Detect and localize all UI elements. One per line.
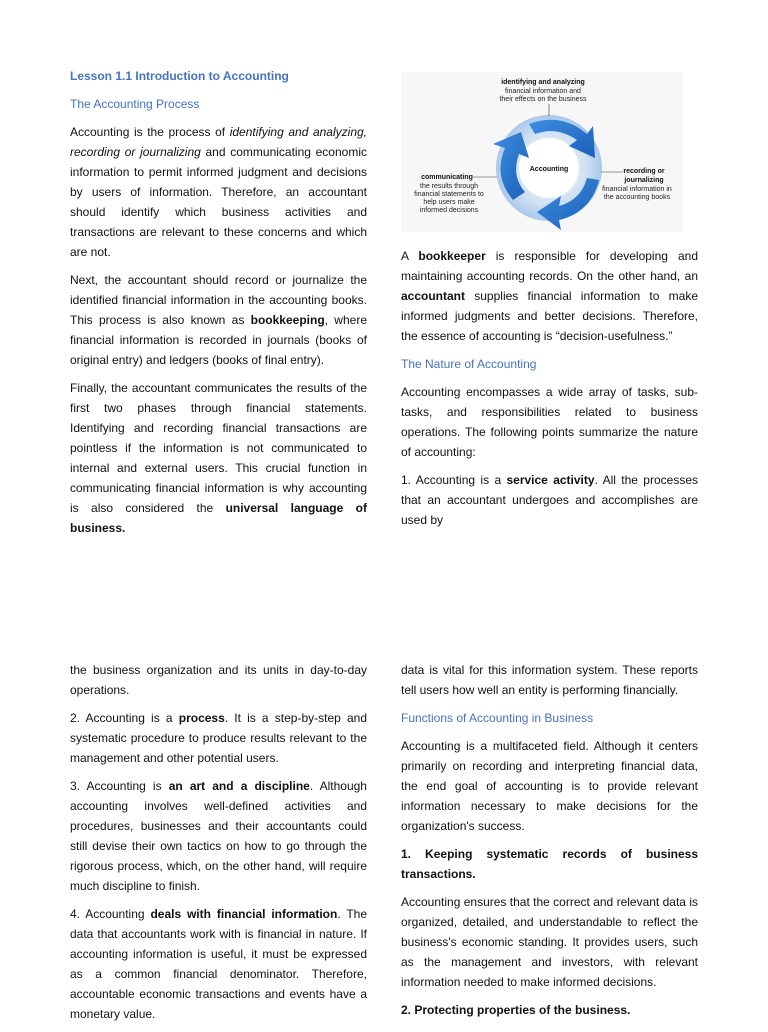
diagram-right-line-2: the accounting books xyxy=(603,194,671,201)
section-heading-nature-of-accounting: The Nature of Accounting xyxy=(401,357,537,371)
paragraph-process: 2. Accounting is a process. It is a step-by-step and systematic procedure to produce results relevant to the management and other potential users. xyxy=(70,711,367,765)
paragraph-art-discipline: 3. Accounting is an art and a discipline. Although accounting involves well-defined activities and procedures, businesses and their accountants could still devise their own tactics on how to go through the rigorous process, which, on the other hand, will require much discipline to finish. xyxy=(70,779,367,893)
diagram-right-line-1: financial information in xyxy=(602,186,672,193)
page2-right-column xyxy=(401,660,698,1028)
diagram-top-line-1: financial information and xyxy=(505,88,581,95)
page2-left-column xyxy=(70,660,367,1032)
diagram-left-line-4: informed decisions xyxy=(419,207,479,214)
diagram-right-title-2: journalizing xyxy=(624,177,664,184)
paragraph-records: Accounting ensures that the correct and relevant data is organized, detailed, and understandable to reflect the business's economic standing. It provides users, such as the management and investors, with relevant information needed to make informed decisions. xyxy=(401,895,698,989)
section-heading-accounting-process: The Accounting Process xyxy=(70,97,200,111)
paragraph-financial-information: 4. Accounting deals with financial information. The data that accountants work with is financial in nature. If accounting information is useful, it must be expressed as a common financial denominator. Therefore, accountable economic transactions and events have a monetary value. xyxy=(70,907,368,1021)
paragraph-recording: Next, the accountant should record or journalize the identified financial information in the accounting books. This process is also known as bookkeeping, where financial information is recorded in journals (books of original entry) and ledgers (books of final entry). xyxy=(70,273,367,367)
lesson-title: Lesson 1.1 Introduction to Accounting xyxy=(70,69,289,83)
page1-right-column xyxy=(401,246,698,538)
accounting-cycle-diagram xyxy=(401,72,683,232)
diagram-top-line-2: their effects on the business xyxy=(499,96,587,103)
diagram-center-label: Accounting xyxy=(529,166,569,173)
paragraph-bookkeeper-accountant: A bookkeeper is responsible for developing and maintaining accounting records. On the other hand, an accountant supplies financial information to make informed judgments and better decisions. Therefore, the essence of accounting is “decision-usefulness.” xyxy=(401,249,698,343)
paragraph-functions-intro: Accounting is a multifaceted field. Although it centers primarily on recording and interpreting financial data, the end goal of accounting is to provide relevant information necessary to make decisions for the organization's success. xyxy=(401,739,698,833)
function-heading-properties: 2. Protecting properties of the business. xyxy=(401,1003,631,1017)
diagram-top-title: identifying and analyzing xyxy=(501,79,585,86)
diagram-left-line-1: the results through xyxy=(420,183,478,190)
diagram-left-line-3: help users make xyxy=(423,199,475,206)
diagram-right-title-1: recording or xyxy=(623,168,665,175)
diagram-left-line-2: financial statements to xyxy=(414,191,484,198)
paragraph-information-system: data is vital for this information system. These reports tell users how well an entity is performing financially. xyxy=(401,663,698,697)
paragraph-day-to-day: the business organization and its units in day-to-day operations. xyxy=(70,663,367,697)
diagram-left-title: communicating xyxy=(421,174,473,181)
paragraph-nature-intro: Accounting encompasses a wide array of tasks, sub-tasks, and responsibilities related to business operations. The following points summarize the nature of accounting: xyxy=(401,385,698,459)
paragraph-definition: Accounting is the process of identifying and analyzing, recording or journalizing and communicating economic information to permit informed judgment and decisions by users of information. Therefore, an accountant should identify which business activities and transactions are relevant to these concerns and which are not. xyxy=(70,125,367,259)
paragraph-communicating: Finally, the accountant communicates the results of the first two phases through financial statements. Identifying and recording financial transactions are pointless if the information is not communicated to internal and external users. This crucial function in communicating financial information is why accounting is also considered the universal language of business. xyxy=(70,381,367,535)
accounting-cycle-svg xyxy=(401,72,683,232)
function-heading-records: 1. Keeping systematic records of business transactions. xyxy=(401,847,698,881)
section-heading-functions: Functions of Accounting in Business xyxy=(401,711,594,725)
page1-left-column xyxy=(70,66,367,546)
paragraph-service-activity: 1. Accounting is a service activity. All the processes that an accountant undergoes and accomplishes are used by xyxy=(401,473,698,527)
